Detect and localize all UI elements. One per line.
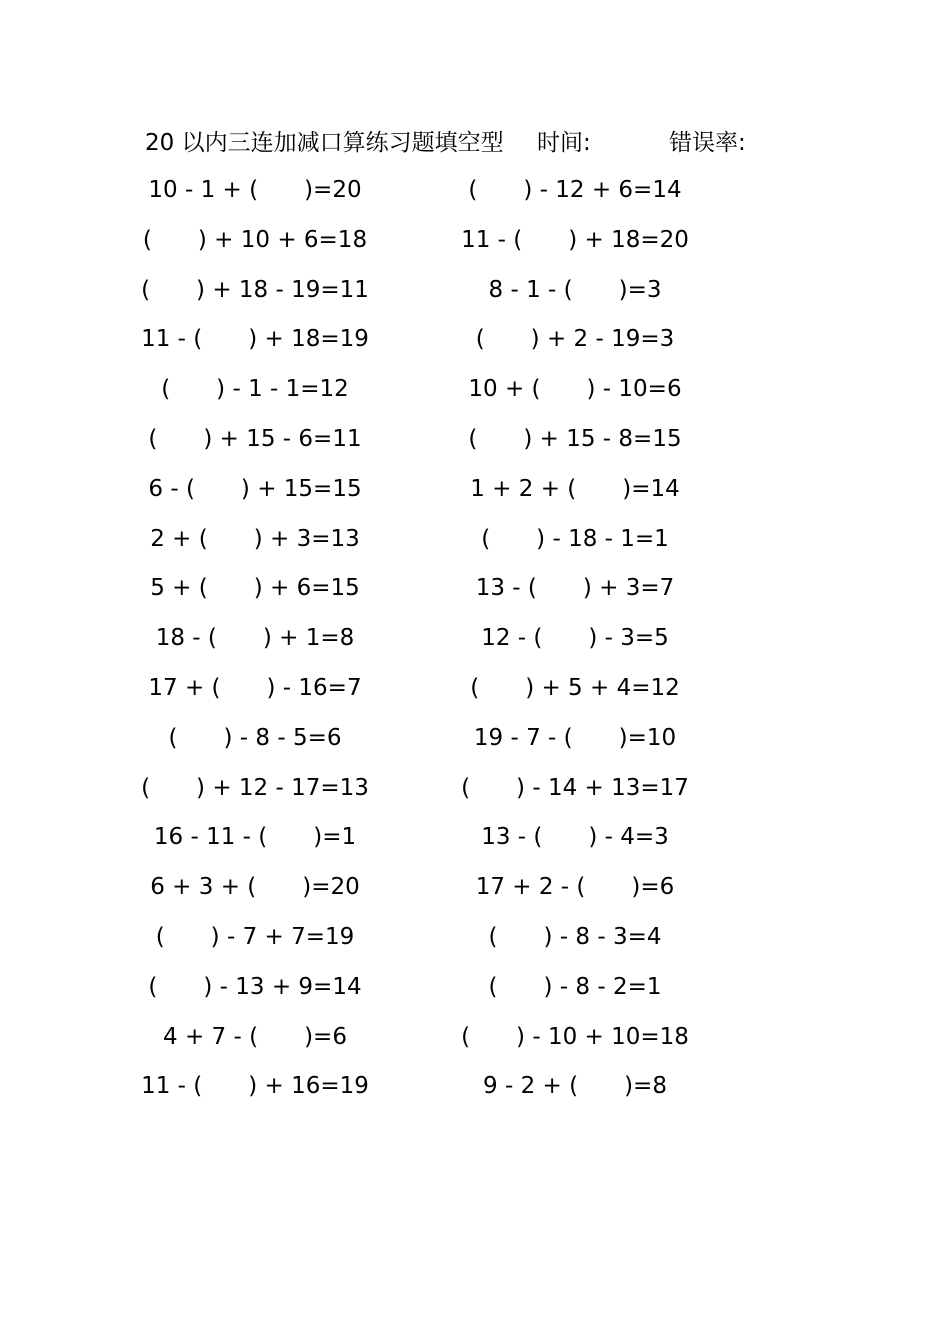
problem-row — [0, 1013, 950, 1063]
problem-right: ( ) - 18 - 1=1 — [481, 525, 669, 552]
problem-row — [0, 764, 950, 814]
time-label: 时间: — [537, 130, 591, 156]
problem-left: 16 - 11 - ( )=1 — [153, 824, 357, 851]
worksheet-header — [145, 126, 765, 160]
problem-left: ( ) + 10 + 6=18 — [142, 226, 368, 253]
problem-right: 19 - 7 - ( )=10 — [473, 724, 677, 751]
problem-row — [0, 564, 950, 614]
problem-row — [0, 863, 950, 913]
problem-left: ( ) + 12 - 17=13 — [141, 774, 369, 801]
problem-left: ( ) + 18 - 19=11 — [141, 276, 369, 303]
problem-left: ( ) + 15 - 6=11 — [148, 425, 362, 452]
problem-right: ( ) + 2 - 19=3 — [475, 326, 675, 353]
error-rate-label: 错误率: — [669, 130, 746, 156]
problem-right: 9 - 2 + ( )=8 — [483, 1073, 667, 1100]
problem-left: 17 + ( ) - 16=7 — [148, 674, 362, 701]
problem-row — [0, 515, 950, 565]
problem-left: 6 + 3 + ( )=20 — [150, 874, 360, 901]
worksheet-title: 20 以内三连加减口算练习题填空型 — [145, 130, 504, 156]
problem-right: ( ) + 5 + 4=12 — [470, 674, 680, 701]
problem-list — [0, 166, 950, 1112]
problem-right: 10 + ( ) - 10=6 — [468, 376, 682, 403]
problem-left: ( ) - 8 - 5=6 — [168, 724, 342, 751]
problem-row — [0, 216, 950, 266]
problem-right: ( ) - 8 - 3=4 — [488, 923, 662, 950]
problem-row — [0, 664, 950, 714]
problem-row — [0, 465, 950, 515]
problem-row — [0, 714, 950, 764]
problem-right: 13 - ( ) - 4=3 — [481, 824, 669, 851]
problem-row — [0, 365, 950, 415]
problem-left: 2 + ( ) + 3=13 — [150, 525, 360, 552]
problem-left: 18 - ( ) + 1=8 — [155, 625, 355, 652]
problem-left: ( ) - 1 - 1=12 — [161, 376, 349, 403]
problem-right: 12 - ( ) - 3=5 — [481, 625, 669, 652]
problem-right: 13 - ( ) + 3=7 — [475, 575, 675, 602]
problem-row — [0, 913, 950, 963]
problem-right: 8 - 1 - ( )=3 — [488, 276, 662, 303]
problem-row — [0, 266, 950, 316]
problem-left: 11 - ( ) + 16=19 — [141, 1073, 369, 1100]
problem-left: 4 + 7 - ( )=6 — [163, 1023, 347, 1050]
problem-right: ( ) - 14 + 13=17 — [461, 774, 689, 801]
problem-right: ( ) + 15 - 8=15 — [468, 425, 682, 452]
problem-row — [0, 813, 950, 863]
problem-right: ( ) - 12 + 6=14 — [468, 177, 682, 203]
problem-right: ( ) - 10 + 10=18 — [461, 1023, 689, 1050]
problem-left: 11 - ( ) + 18=19 — [141, 326, 369, 353]
problem-right: 11 - ( ) + 18=20 — [461, 226, 689, 253]
problem-left: 6 - ( ) + 15=15 — [148, 475, 362, 502]
problem-row — [0, 415, 950, 465]
problem-row — [0, 963, 950, 1013]
problem-right: ( ) - 8 - 2=1 — [488, 973, 662, 1000]
problem-row — [0, 166, 950, 216]
problem-row — [0, 1062, 950, 1112]
problem-row — [0, 614, 950, 664]
problem-right: 1 + 2 + ( )=14 — [470, 475, 680, 502]
problem-left: ( ) - 13 + 9=14 — [148, 973, 362, 1000]
problem-left: 10 - 1 + ( )=20 — [148, 177, 362, 203]
problem-left: ( ) - 7 + 7=19 — [155, 923, 355, 950]
problem-row — [0, 315, 950, 365]
problem-left: 5 + ( ) + 6=15 — [150, 575, 360, 602]
problem-right: 17 + 2 - ( )=6 — [475, 874, 675, 901]
